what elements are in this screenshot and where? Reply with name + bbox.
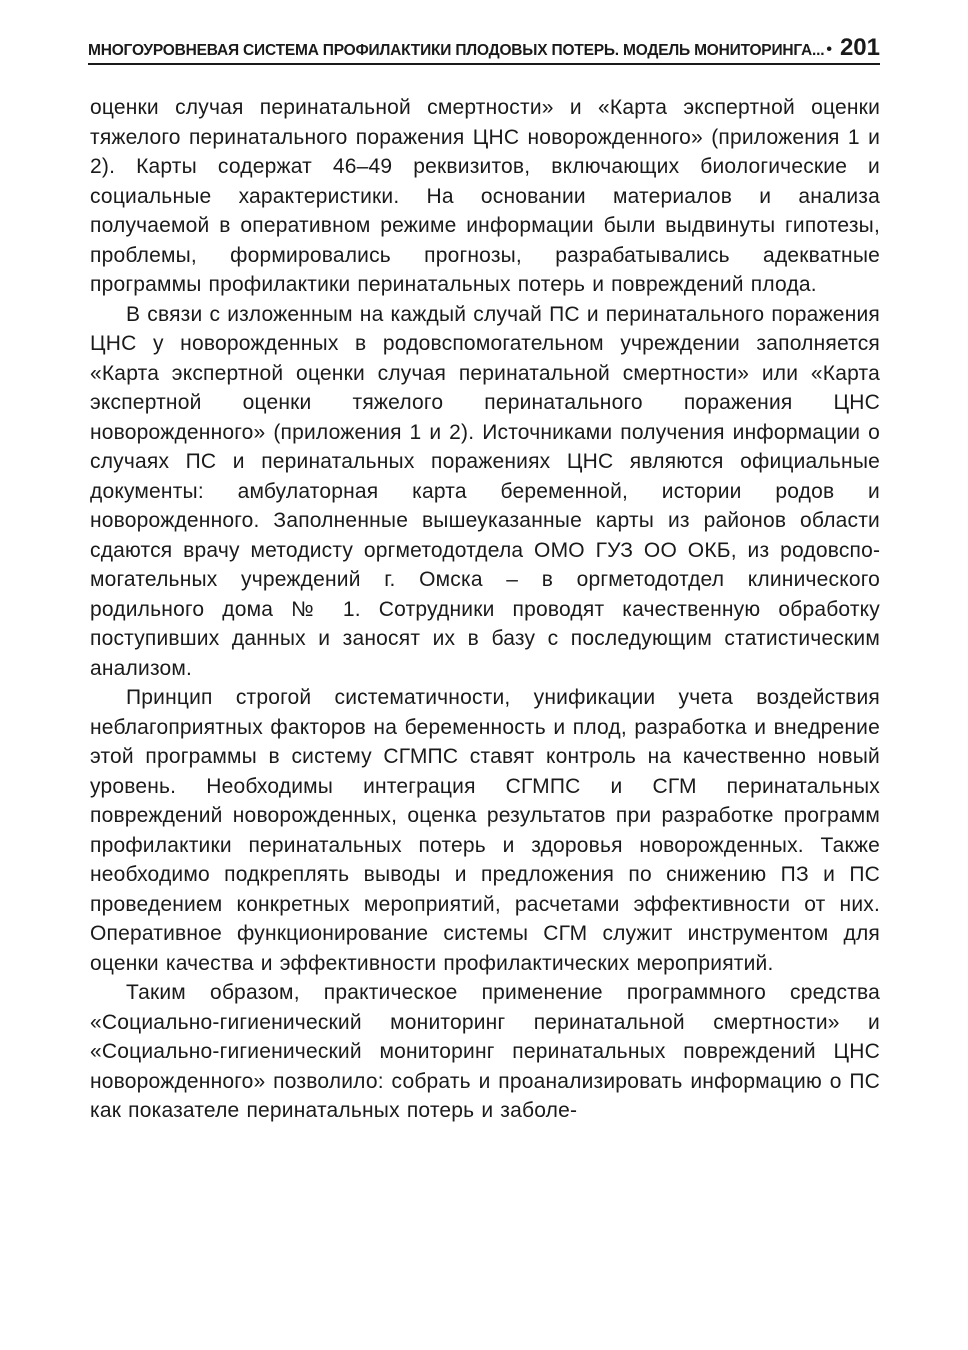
- running-header-title: МНОГОУРОВНЕВАЯ СИСТЕМА ПРОФИЛАКТИКИ ПЛОДОВЫХ ПОТЕРЬ. МОДЕЛЬ МОНИТОРИНГА...: [88, 42, 825, 59]
- paragraph: В связи с изложенным на каждый случай ПС и перинатального поражения ЦНС у новорожденных в родовспомогательном учреждении заполняется «Карта экспертной оценки случая перинатальной смертности» или «Карта экспертной оценки тяжелого перинатального поражения ЦНС новорожденного» (приложения 1 и 2). Источниками получения информации о случаях ПС и перинатальных поражениях ЦНС являются официальные документы: амбулаторная карта беременной, истории родов и новорожденного. Заполненные вышеуказанные карты из районов области сдаются врачу методисту оргметодотдела ОМО ГУЗ ОО ОКБ, из родовспомогательных учреждений г. Омска – в оргметодотдел клинического родильного дома № 1. Сотрудники проводят качественную обработку поступивших данных и заносят их в базу с последующим статистическим анализом.: [90, 302, 880, 680]
- body-text: [90, 93, 880, 1126]
- paragraph-continued: оценки случая перинатальной смертности» и «Карта экспертной оценки тяжелого перинатального поражения ЦНС новорожденного» (приложения 1 и 2). Карты содержат 46–49 реквизитов, включающих биологические и социальные характеристики. На основании материалов и анализа получаемой в оперативном режиме информации были выдвинуты гипотезы, проблемы, формировались прогнозы, разрабатывались адекватные программы профилактики перинатальных потерь и повреждений плода.: [90, 96, 880, 296]
- running-header: [88, 30, 880, 65]
- paragraph: Таким образом, практическое применение программного средства «Социально-гигиенический мониторинг перинатальной смертности» и «Социально-гигиенический мониторинг перинатальных повреждений ЦНС новорожденного» позволило: собрать и проанализировать информацию о ПС как показателе перинатальных потерь и заболе-: [90, 981, 880, 1122]
- bullet-icon: •: [826, 41, 832, 58]
- page-number: 201: [839, 34, 880, 61]
- paragraph: Принцип строгой систематичности, унификации учета воздействия неблагоприятных факторов на беременность и плод, разработка и внедрение этой программы в систему СГМПС ставят контроль на качественно новый уровень. Необходимы интеграция СГМПС и СГМ перинатальных повреждений новорожденных, оценка результатов при разработке программ профилактики перинатальных потерь и здоровья новорожденных. Также необходимо подкреплять выводы и предложения по снижению ПЗ и ПС проведением конкретных мероприятий, расчетами эффективности от них. Оперативное функционирование системы СГМ служит инструментом для оценки качества и эффективности профилактических мероприятий.: [90, 686, 880, 975]
- running-header-right: [826, 36, 880, 60]
